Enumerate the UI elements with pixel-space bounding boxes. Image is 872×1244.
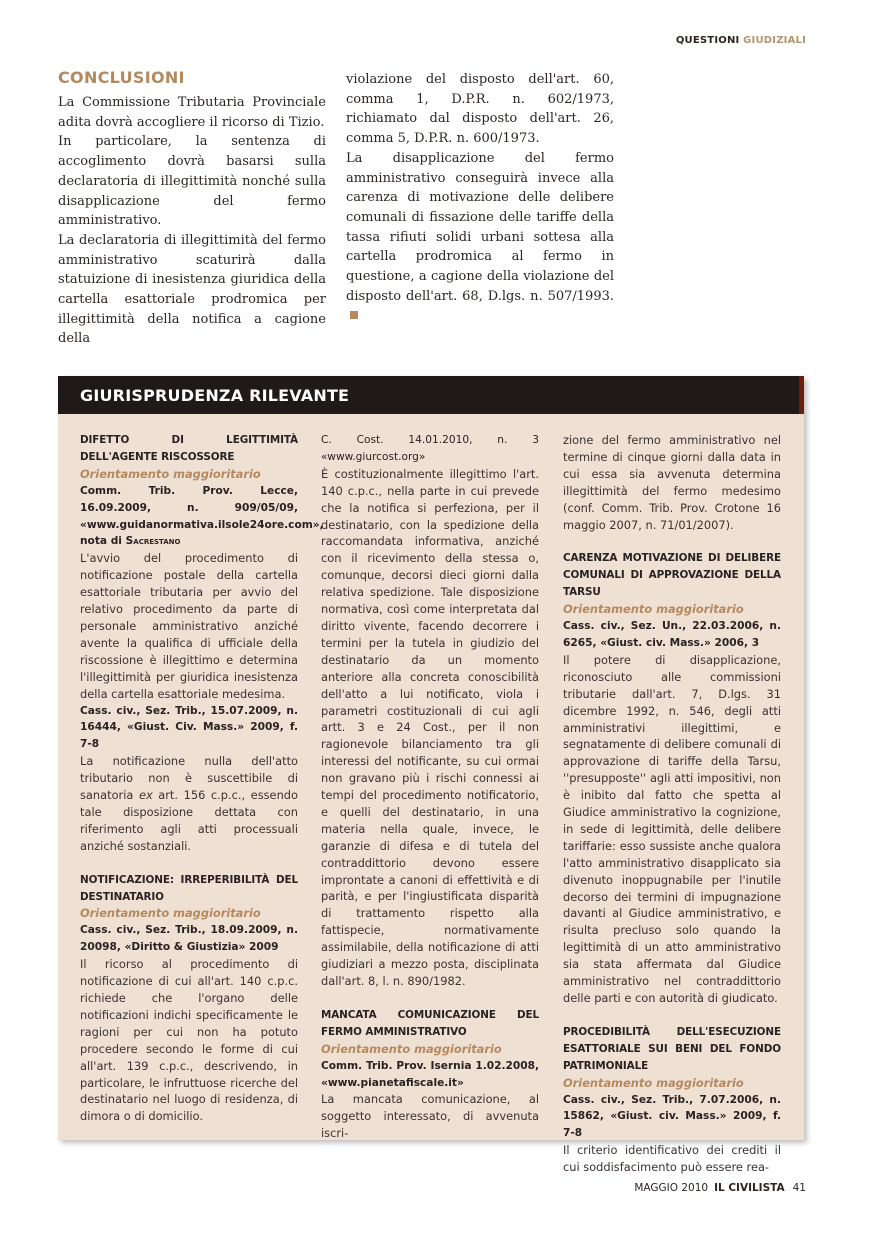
header-section: QUESTIONI xyxy=(675,35,740,46)
body-text: Il potere di disapplicazione, riconosciuto alle commissioni tributarie dall'art. 7, D.lgs. 31 dicembre 1992, n. 546, degli atti amministrativi illegittimi, e segnatamente di delibere comunali di approvazione di tariffe della Tarsu, ''presupposte'' agli atti impositivi, non è inibito dal fatto che spetta al Giudice amministrativo la cognizione, in sede di legittimità, delle delibere tariffarie: esso sussiste anche qualora l'atto amministrativo disapplicato sia divenuto inoppugnabile per l'inutile decorso dei termini di impugnazione davanti al Giudice amministrativo, e risulta precluso solo quando la legittimità di un atto amministrativo sia stata affermata dal Giudice amministrativo nel contraddittorio delle parti e con autorità di giudicato. xyxy=(563,652,781,1005)
citation: Cass. civ., Sez. Trib., 15.07.2009, n. 16444, «Giust. Civ. Mass.» 2009, f. 7-8 xyxy=(80,704,298,751)
body-text: Il criterio identificativo dei crediti il cui soddisfacimento può essere rea- xyxy=(563,1143,781,1175)
box-column-3 xyxy=(563,432,781,1176)
body-text: La mancata comunicazione, al soggetto interessato, di avvenuta iscri- xyxy=(321,1092,539,1141)
running-header xyxy=(676,35,806,46)
text-part: La notificazione nulla dell'atto tributario non è suscettibile di sanatoria xyxy=(80,754,298,803)
text-part: art. 156 c.p.c., essendo tale disposizione dettata con riferimento agli atti processuali anziché sostanziali. xyxy=(80,788,298,853)
giurisprudenza-title: GIURISPRUDENZA RILEVANTE xyxy=(58,376,804,414)
box-column-2 xyxy=(321,432,539,1142)
citation: Cass. civ., Sez. Un., 22.03.2006, n. 6265, «Giust. civ. Mass.» 2006, 3 xyxy=(563,620,781,649)
conclusioni-column-1 xyxy=(58,93,326,349)
orientation-label: Orientamento maggioritario xyxy=(321,1041,502,1056)
orientation-label: Orientamento maggioritario xyxy=(80,466,261,481)
paragraph-text: La disapplicazione del fermo amministrativo conseguirà invece alla carenza di motivazione delle delibere comunali di fissazione delle tariffe della tassa rifiuti solidi urbani sottesa alla cartella prodromica al fermo in questione, a cagione della violazione del disposto dell'art. 68, D.lgs. n. 507/1993. xyxy=(346,150,614,304)
page-number: 41 xyxy=(792,1182,806,1194)
conclusioni-column-2 xyxy=(346,70,614,326)
header-subsection: GIUDIZIALI xyxy=(743,35,806,46)
body-text: L'avvio del procedimento di notificazione postale della cartella esattoriale tributaria per avvio del relativo procedimento da parte di personale amministrativo anziché avente la qualifica di ufficiale della riscossione è illegittimo e determina l'illegittimità per giuridica inesistenza della cartella esattoriale medesima. xyxy=(80,551,298,701)
paragraph: violazione del disposto dell'art. 60, comma 1, D.P.R. n. 602/1973, richiamato dal disposto dell'art. 26, comma 5, D.P.R. n. 600/1973. xyxy=(346,72,614,147)
issue-date: MAGGIO 2010 xyxy=(634,1182,709,1194)
section-title: PROCEDIBILITÀ DELL'ESECUZIONE ESATTORIALE SUI BENI DEL FONDO PATRIMONIALE xyxy=(563,1025,781,1072)
body-text xyxy=(80,753,298,854)
giurisprudenza-box xyxy=(58,376,804,1175)
section-title: CARENZA MOTIVAZIONE DI DELIBERE COMUNALI DI APPROVAZIONE DELLA TARSU xyxy=(563,552,781,599)
citation xyxy=(80,483,324,551)
citation: Cass. civ., Sez. Trib., 7.07.2006, n. 15862, «Giust. civ. Mass.» 2009, f. 7-8 xyxy=(563,1093,781,1140)
end-of-article-icon xyxy=(350,311,358,319)
orientation-label: Orientamento maggioritario xyxy=(563,602,744,617)
citation-text: Comm. Trib. Prov. Lecce, 16.09.2009, n. 909/05/09, «www.guidanormativa.ilsole24ore.com», nota di xyxy=(80,484,324,548)
body-text: zione del fermo amministrativo nel termine di cinque giorni dalla data in cui essa sia avvenuta determina illegittimità del fermo medesimo (conf. Comm. Trib. Prov. Crotone 16 maggio 2007, n. 71/01/2007). xyxy=(563,433,781,532)
body-text: Il ricorso al procedimento di notificazione di cui all'art. 140 c.p.c. richiede che l'organo delle notificazioni indichi specificamente le ragioni per cui non ha potuto procedere secondo le forme di cui all'art. 139 c.p.c., descrivendo, in particolare, le infruttuose ricerche del destinatario nel luogo di residenza, di dimora o di domicilio. xyxy=(80,957,298,1124)
citation: Cass. civ., Sez. Trib., 18.09.2009, n. 20098, «Diritto & Giustizia» 2009 xyxy=(80,924,298,954)
author: Sacrestano xyxy=(125,535,181,548)
italic-text: ex xyxy=(138,788,153,803)
orientation-label: Orientamento maggioritario xyxy=(80,906,261,921)
paragraph: La Commissione Tributaria Provinciale adita dovrà accogliere il ricorso di Tizio. xyxy=(58,95,326,130)
section-title: MANCATA COMUNICAZIONE DEL FERMO AMMINISTRATIVO xyxy=(321,1008,539,1038)
body-text: È costituzionalmente illegittimo l'art. 140 c.p.c., nella parte in cui prevede che la notifica si perfeziona, per il destinatario, con la spedizione della raccomandata informativa, anziché con il ricevimento della stessa o, comunque, decorsi dieci giorni dalla relativa spedizione. Tale disposizione normativa, così come interpretata dal diritto vivente, facendo decorrere i termini per la tutela in giudizio del destinatario da un momento anteriore alla concreta conoscibilità dell'atto a lui notificato, viola i parametri costituzionali di cui agli artt. 3 e 24 Cost., per il non ragionevole bilanciamento tra gli interessi del notificante, su cui ormai non gravano più i rischi connessi ai tempi del procedimento notificatorio, e quelli del destinatario, in una materia nella quale, invece, le garanzie di difesa e di tutela del contraddittorio devono essere improntate a canoni di effettività e di parità, e per l'ingiustificata disparità di trattamento rispetto alla fattispecie, normativamente assimilabile, della notificazione di atti giudiziari a mezzo posta, disciplinata dall'art. 8, l. n. 890/1982. xyxy=(321,466,539,988)
citation: Comm. Trib. Prov. Isernia 1.02.2008, «www.pianetafiscale.it» xyxy=(321,1059,539,1089)
conclusioni-title: CONCLUSIONI xyxy=(58,68,185,87)
box-column-1 xyxy=(80,432,324,1125)
paragraph: La declaratoria di illegittimità del fermo amministrativo scaturirà dalla statuizione di inesistenza giuridica della cartella esattoriale prodromica per illegittimità della notifica a cagione della xyxy=(58,232,326,347)
section-title: NOTIFICAZIONE: IRREPERIBILITÀ DEL DESTINATARIO xyxy=(80,873,298,903)
orientation-label: Orientamento maggioritario xyxy=(563,1075,744,1090)
section-title: DIFETTO DI LEGITTIMITÀ DELL'AGENTE RISCOSSORE xyxy=(80,434,298,463)
citation: C. Cost. 14.01.2010, n. 3 «www.giurcost.org» xyxy=(321,434,539,463)
magazine-name: IL CIVILISTA xyxy=(714,1182,785,1194)
conclusioni-section xyxy=(58,68,614,347)
paragraph xyxy=(346,149,614,326)
page-footer xyxy=(634,1182,806,1194)
paragraph: In particolare, la sentenza di accoglimento dovrà basarsi sulla declaratoria di illegittimità nonché sulla disapplicazione del fermo amministrativo. xyxy=(58,134,326,229)
